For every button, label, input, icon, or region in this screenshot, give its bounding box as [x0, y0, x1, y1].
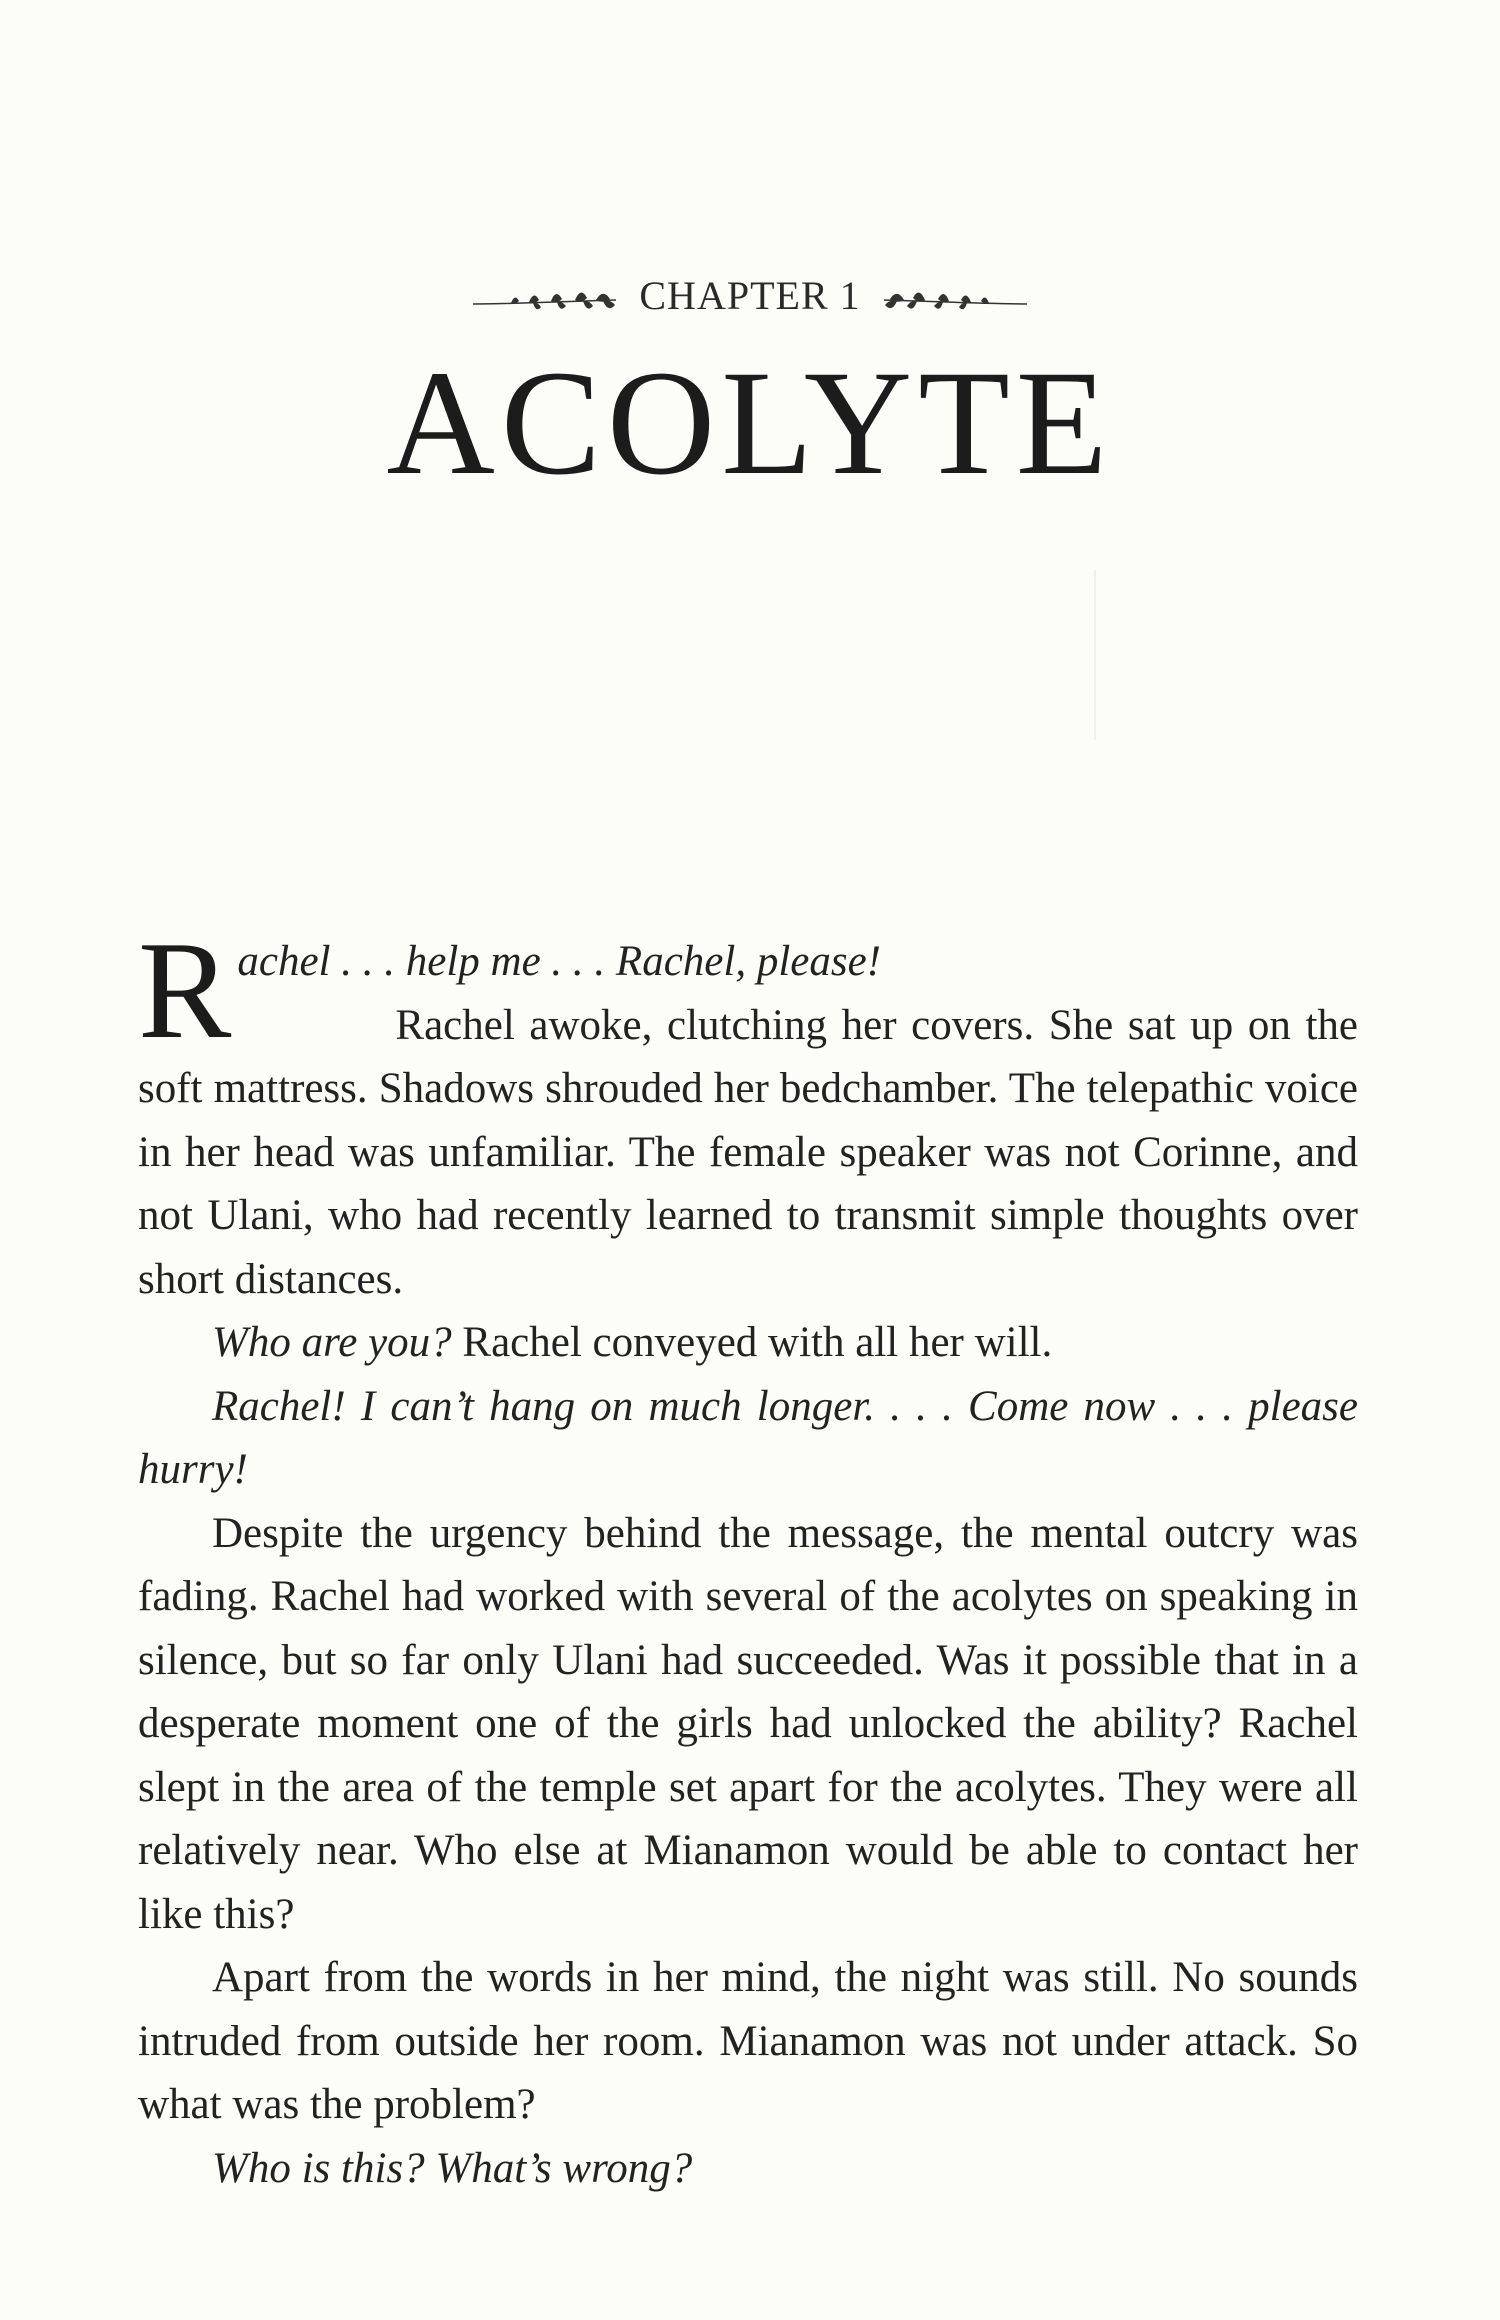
paragraph-1-italic: achel . . . help me . . . Rachel, please!	[237, 938, 881, 985]
chapter-number: CHAPTER 1	[639, 273, 861, 318]
drop-cap: R	[138, 913, 232, 1068]
paragraph-3-text: Rachel conveyed with all her will.	[451, 1319, 1053, 1366]
chapter-body	[138, 913, 1358, 2200]
page-blemish	[1094, 570, 1096, 740]
paragraph-1	[138, 913, 1358, 1068]
paragraph-3-italic: Who are you?	[212, 1319, 452, 1366]
paragraph-5-text: Despite the urgency behind the message, the mental outcry was fading. Rachel had worked with several of the acolytes on speaking in silence, but so far only Ulani had succeeded. Was it possible that in a desperate moment one of the girls had unlocked the ability? Rachel slept in the area of the temple set apart for the acolytes. They were all relatively near. Who else at Mianamon would be able to contact her like this?	[138, 1509, 1358, 1938]
paragraph-6	[138, 1946, 1358, 2137]
vine-ornament-right-icon	[879, 274, 1029, 318]
paragraph-3	[138, 1311, 1358, 1375]
paragraph-7-italic: Who is this? What’s wrong?	[212, 2144, 693, 2192]
paragraph-4-italic: Rachel! I can’t hang on much longer. . . . Come now . . . please hurry!	[138, 1382, 1358, 1493]
chapter-title: ACOLYTE	[386, 340, 1114, 506]
paragraph-4	[138, 1375, 1358, 1502]
vine-ornament-left-icon	[471, 274, 621, 318]
paragraph-2	[138, 994, 1358, 1312]
paragraph-7	[138, 2137, 1358, 2201]
paragraph-6-text: Apart from the words in her mind, the night was still. No sounds intruded from outside her room. Mianamon was not under attack. So what was the problem?	[138, 1954, 1358, 2128]
paragraph-2-text: Rachel awoke, clutching her covers. She sat up on the soft mattress. Shadows shrouded her bedchamber. The telepathic voice in her head was unfamiliar. The female speaker was not Corinne, and not Ulani, who had recently learned to transmit simple thoughts over short distances.	[138, 1001, 1358, 1303]
chapter-heading	[0, 272, 1500, 322]
paragraph-5	[138, 1502, 1358, 1947]
